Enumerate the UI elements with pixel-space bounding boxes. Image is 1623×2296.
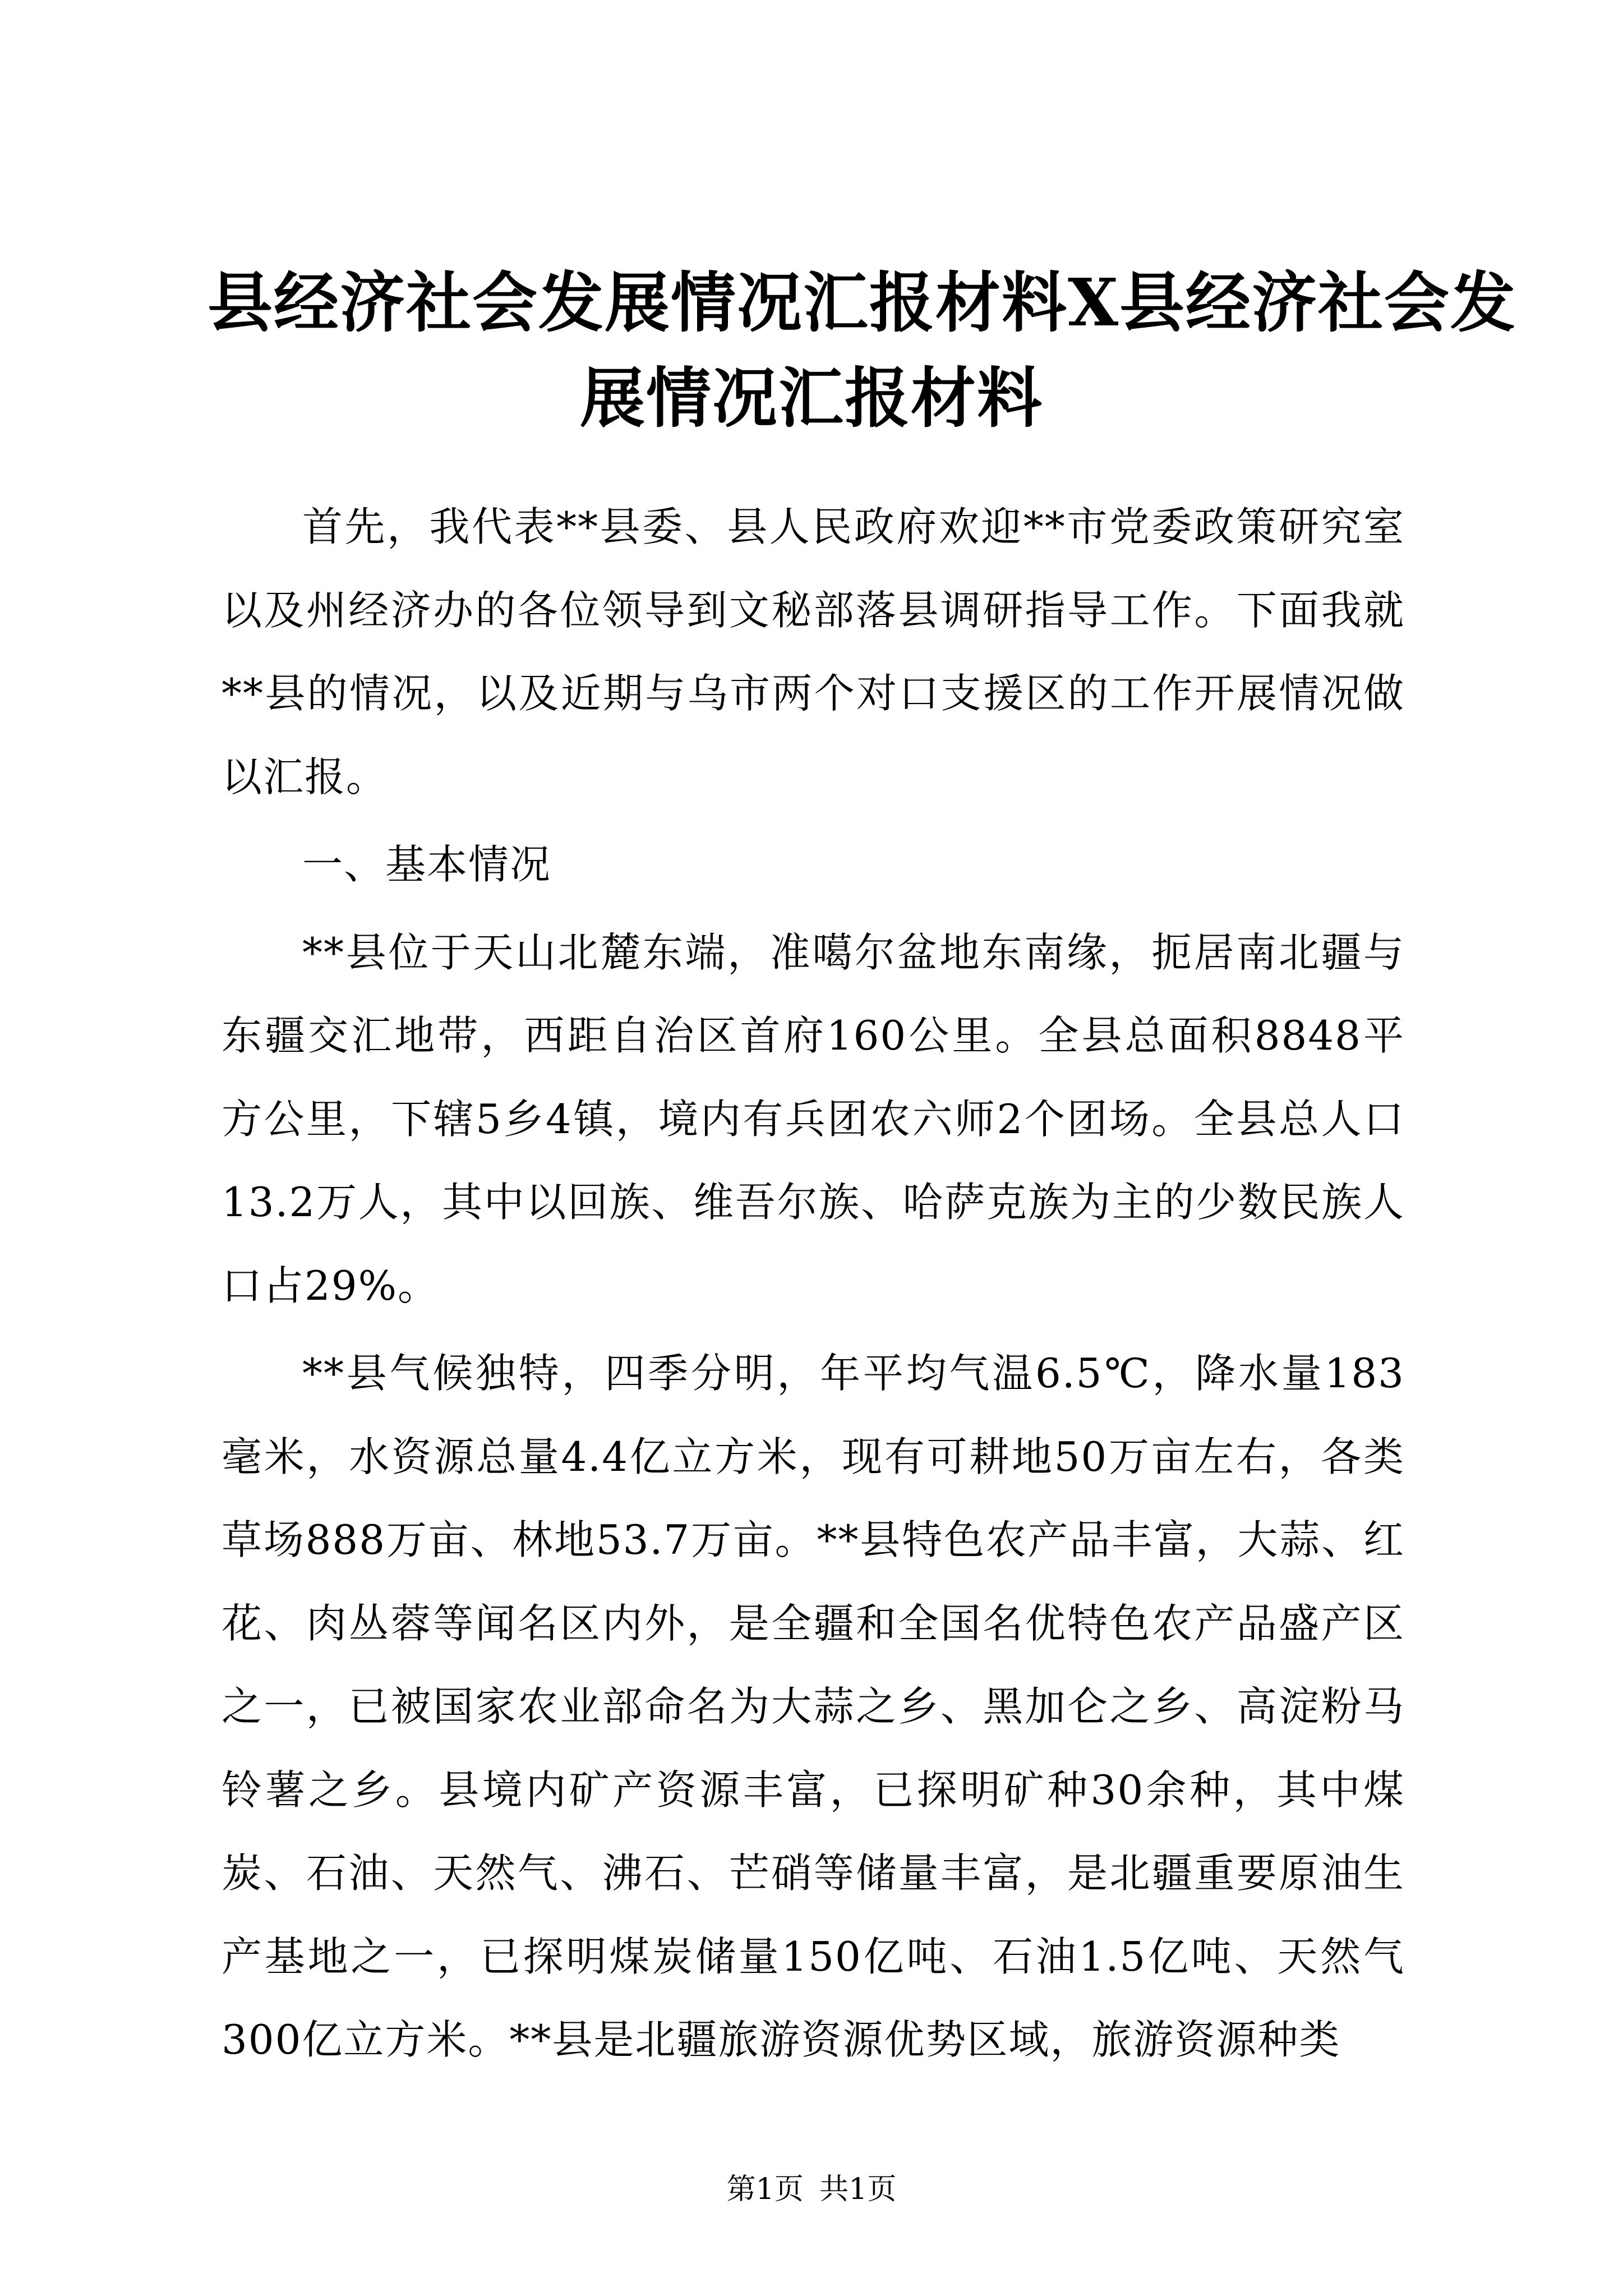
title-line-2: 展情况汇报材料 (580, 360, 1043, 436)
paragraph-intro: 首先，我代表**县委、县人民政府欢迎**市党委政策研究室以及州经济办的各位领导到文秘部落县调研指导工作。下面我就**县的情况，以及近期与乌市两个对口支援区的工作开展情况做以汇报。 (222, 503, 1405, 800)
paragraph-location: **县位于天山北麓东端，准噶尔盆地东南缘，扼居南北疆与东疆交汇地带，西距自治区首府160公里。全县总面积8848平方公里，下辖5乡4镇，境内有兵团农六师2个团场。全县总人口13.2万人，其中以回族、维吾尔族、哈萨克族为主的少数民族人口占29%。 (222, 928, 1405, 1309)
title-line-1: 县经济社会发展情况汇报材料X县经济社会发 (208, 265, 1517, 341)
page-footer (0, 2170, 1623, 2209)
page-number: 第1页 (726, 2173, 804, 2206)
section-heading-basic-info: 一、基本情况 (302, 841, 552, 888)
document-body (222, 485, 1405, 2086)
paragraph-resources: **县气候独特，四季分明，年平均气温6.5℃，降水量183毫米，水资源总量4.4亿立方米，现有可耕地50万亩左右，各类草场888万亩、林地53.7万亩。**县特色农产品丰富，大蒜、红花、肉丛蓉等闻名区内外，是全疆和全国名优特色农产品盛产区之一，已被国家农业部命名为大蒜之乡、黑加仑之乡、高淀粉马铃薯之乡。县境内矿产资源丰富，已探明矿种30余种，其中煤炭、石油、天然气、沸石、芒硝等储量丰富，是北疆重要原油生产基地之一，已探明煤炭储量150亿吨、石油1.5亿吨、天然气300亿立方米。**县是北疆旅游资源优势区域，旅游资源种类 (222, 1350, 1405, 2063)
document-title (208, 255, 1517, 446)
page-total: 共1页 (819, 2173, 897, 2206)
